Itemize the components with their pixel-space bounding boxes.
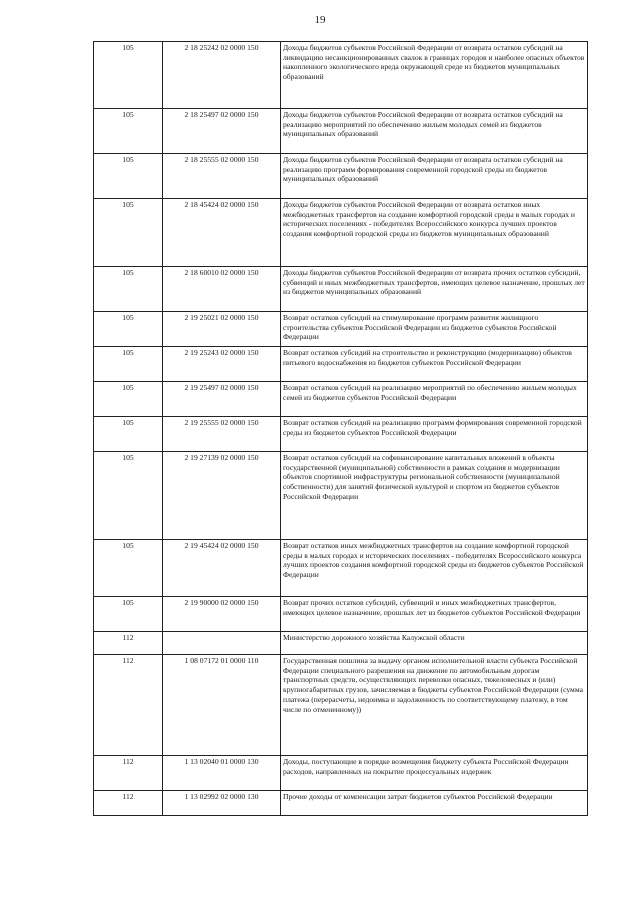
budget-code-cell: 2 19 25555 02 0000 150 <box>163 417 281 452</box>
description-cell: Государственная пошлина за выдачу органом исполнительной власти субъекта Российской Федерации специального разрешения на движение по автомобильным дорогам транспортных средств, осуществляющих перевозки опасных, тяжеловесных и (или) крупногабаритных грузов, зачисляемая в бюджеты субъектов Российской Федерации (сумма платежа (перерасчеты, недоимка и задолженность по соответствующему платежу, в том числе по отмененному)) <box>281 655 588 756</box>
budget-code-cell: 2 19 25243 02 0000 150 <box>163 347 281 382</box>
admin-code-cell: 105 <box>94 417 163 452</box>
description-cell: Возврат остатков субсидий на софинансирование капитальных вложений в объекты государственной (муниципальной) собственности в рамках создания и модернизации объектов спортивной инфраструктуры региональной собственности (муниципальной собственности) для занятий физической культурой и спортом из бюджетов субъектов Российской Федерации <box>281 452 588 540</box>
table-row <box>94 655 588 756</box>
table-row <box>94 199 588 267</box>
admin-code-cell: 105 <box>94 382 163 417</box>
budget-code-cell: 2 18 25242 02 0000 150 <box>163 42 281 109</box>
admin-code-cell: 105 <box>94 347 163 382</box>
description-cell: Возврат остатков субсидий на стимулирование программ развития жилищного строительства субъектов Российской Федерации из бюджетов субъектов Российской Федерации <box>281 312 588 347</box>
admin-code-cell: 105 <box>94 42 163 109</box>
description-cell: Доходы бюджетов субъектов Российской Федерации от возврата остатков субсидий на реализацию мероприятий по обеспечению жильем молодых семей из бюджетов муниципальных образований <box>281 109 588 154</box>
table-row <box>94 154 588 199</box>
description-cell: Доходы, поступающие в порядке возмещения бюджету субъекта Российской Федерации расходов, направленных на покрытие процессуальных издержек <box>281 756 588 791</box>
table-row <box>94 347 588 382</box>
budget-code-cell: 1 08 07172 01 0000 110 <box>163 655 281 756</box>
page-number: 19 <box>314 14 326 26</box>
admin-code-cell: 105 <box>94 312 163 347</box>
table-row <box>94 540 588 597</box>
description-cell: Доходы бюджетов субъектов Российской Федерации от возврата прочих остатков субсидий, субвенций и иных межбюджетных трансфертов, имеющих целевое назначение, прошлых лет из бюджетов муниципальных образований <box>281 267 588 312</box>
admin-code-cell: 105 <box>94 154 163 199</box>
table-row <box>94 109 588 154</box>
admin-code-cell: 105 <box>94 540 163 597</box>
admin-code-cell: 112 <box>94 632 163 655</box>
description-cell: Возврат остатков субсидий на реализацию мероприятий по обеспечению жильем молодых семей из бюджетов субъектов Российской Федерации <box>281 382 588 417</box>
admin-code-cell: 112 <box>94 655 163 756</box>
table-row <box>94 756 588 791</box>
description-cell: Возврат прочих остатков субсидий, субвенций и иных межбюджетных трансфертов, имеющих целевое назначение, прошлых лет из бюджетов субъектов Российской Федерации <box>281 597 588 632</box>
budget-code-cell: 2 18 25497 02 0000 150 <box>163 109 281 154</box>
budget-code-cell: 2 19 90000 02 0000 150 <box>163 597 281 632</box>
description-cell: Возврат остатков субсидий на строительство и реконструкцию (модернизацию) объектов питьевого водоснабжения из бюджетов субъектов Российской Федерации <box>281 347 588 382</box>
budget-code-cell: 2 18 60010 02 0000 150 <box>163 267 281 312</box>
table-row <box>94 597 588 632</box>
admin-code-cell: 112 <box>94 756 163 791</box>
table-row <box>94 42 588 109</box>
budget-revenue-table <box>93 41 588 816</box>
table-body <box>94 42 588 816</box>
admin-code-cell: 105 <box>94 109 163 154</box>
budget-code-cell: 2 19 45424 02 0000 150 <box>163 540 281 597</box>
description-cell: Министерство дорожного хозяйства Калужской области <box>281 632 588 655</box>
admin-code-cell: 105 <box>94 597 163 632</box>
table-row <box>94 452 588 540</box>
description-cell: Возврат остатков иных межбюджетных трансфертов на создание комфортной городской среды в малых городах и исторических поселениях - победителях Всероссийского конкурса лучших проектов создания комфортной городской среды из бюджетов субъектов Российской Федерации <box>281 540 588 597</box>
budget-code-cell: 2 19 25497 02 0000 150 <box>163 382 281 417</box>
table-row <box>94 791 588 816</box>
budget-code-cell: 2 18 45424 02 0000 150 <box>163 199 281 267</box>
description-cell: Доходы бюджетов субъектов Российской Федерации от возврата остатков субсидий на ликвидацию несанкционированных свалок в границах городов и наиболее опасных объектов накопленного экологического вреда окружающей среде из бюджетов муниципальных образований <box>281 42 588 109</box>
table-row <box>94 632 588 655</box>
budget-code-cell <box>163 632 281 655</box>
table-row <box>94 312 588 347</box>
budget-code-cell: 2 19 27139 02 0000 150 <box>163 452 281 540</box>
admin-code-cell: 105 <box>94 267 163 312</box>
description-cell: Доходы бюджетов субъектов Российской Федерации от возврата остатков иных межбюджетных трансфертов на создание комфортной городской среды в малых городах и исторических поселениях - победителях Всероссийского конкурса лучших проектов создания комфортной городской среды из бюджетов муниципальных образований <box>281 199 588 267</box>
table-row <box>94 417 588 452</box>
budget-code-cell: 1 13 02040 01 0000 130 <box>163 756 281 791</box>
budget-code-cell: 2 19 25021 02 0000 150 <box>163 312 281 347</box>
table-row <box>94 267 588 312</box>
admin-code-cell: 105 <box>94 199 163 267</box>
table-row <box>94 382 588 417</box>
description-cell: Доходы бюджетов субъектов Российской Федерации от возврата остатков субсидий на реализацию программ формирования современной городской среды из бюджетов муниципальных образований <box>281 154 588 199</box>
budget-code-cell: 1 13 02992 02 0000 130 <box>163 791 281 816</box>
admin-code-cell: 105 <box>94 452 163 540</box>
budget-code-cell: 2 18 25555 02 0000 150 <box>163 154 281 199</box>
description-cell: Прочие доходы от компенсации затрат бюджетов субъектов Российской Федерации <box>281 791 588 816</box>
admin-code-cell: 112 <box>94 791 163 816</box>
description-cell: Возврат остатков субсидий на реализацию программ формирования современной городской среды из бюджетов субъектов Российской Федерации <box>281 417 588 452</box>
